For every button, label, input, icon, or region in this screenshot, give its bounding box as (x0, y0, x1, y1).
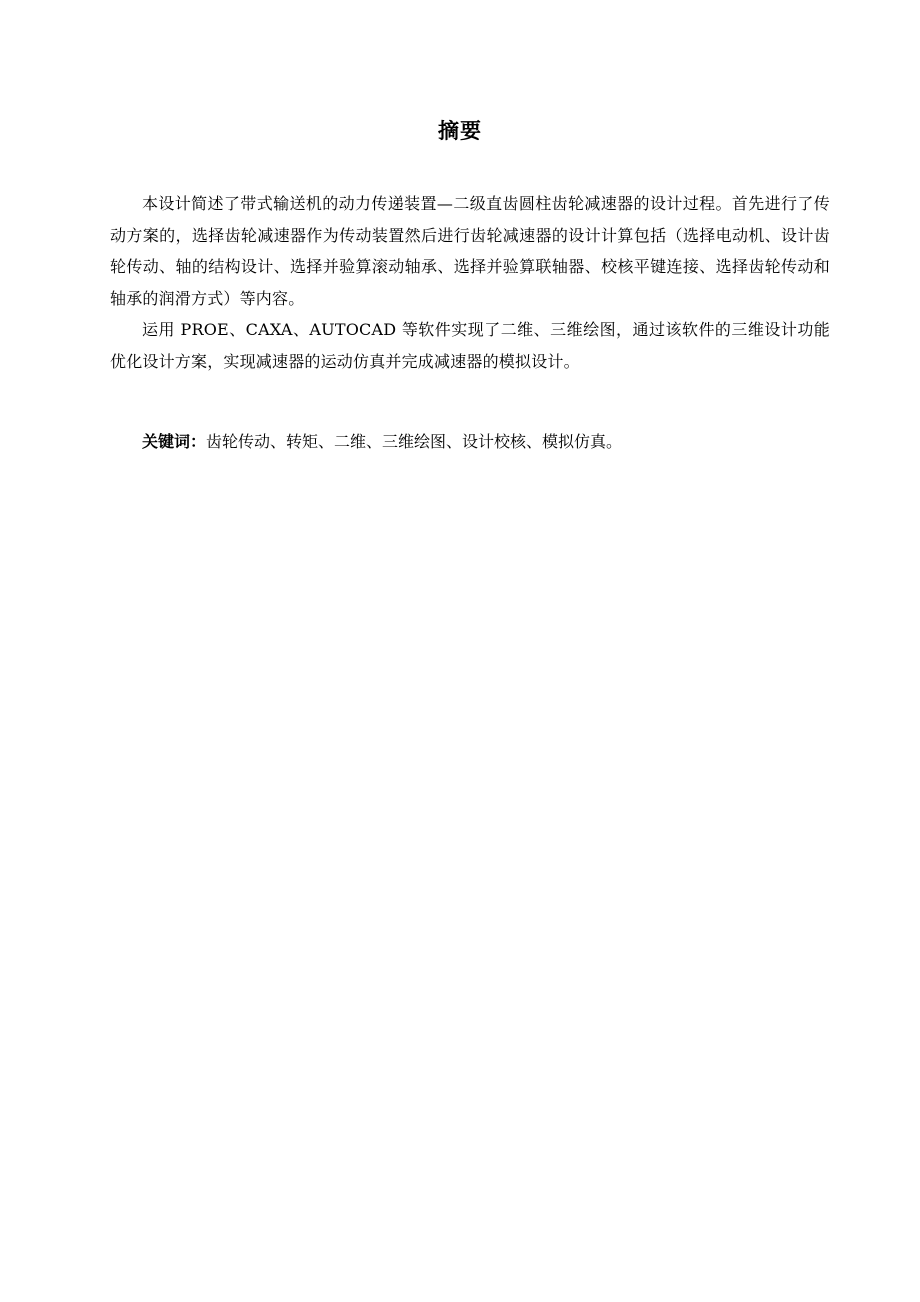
abstract-body (110, 188, 830, 377)
abstract-paragraph-2: 运用 PROE、CAXA、AUTOCAD 等软件实现了二维、三维绘图，通过该软件的三维设计功能优化设计方案，实现减速器的运动仿真并完成减速器的模拟设计。 (110, 320, 830, 371)
page-title: 摘要 (438, 118, 482, 143)
keywords-line (110, 426, 830, 457)
keywords-text: 齿轮传动、转矩、二维、三维绘图、设计校核、模拟仿真。 (206, 432, 623, 451)
abstract-paragraph-1: 本设计简述了带式输送机的动力传递装置—二级直齿圆柱齿轮减速器的设计过程。首先进行了传动方案的，选择齿轮减速器作为传动装置然后进行齿轮减速器的设计计算包括（选择电动机、设计齿轮传动、轴的结构设计、选择并验算滚动轴承、选择并验算联轴器、校核平键连接、选择齿轮传动和轴承的润滑方式）等内容。 (110, 194, 830, 308)
keywords-label: 关键词： (142, 432, 207, 451)
